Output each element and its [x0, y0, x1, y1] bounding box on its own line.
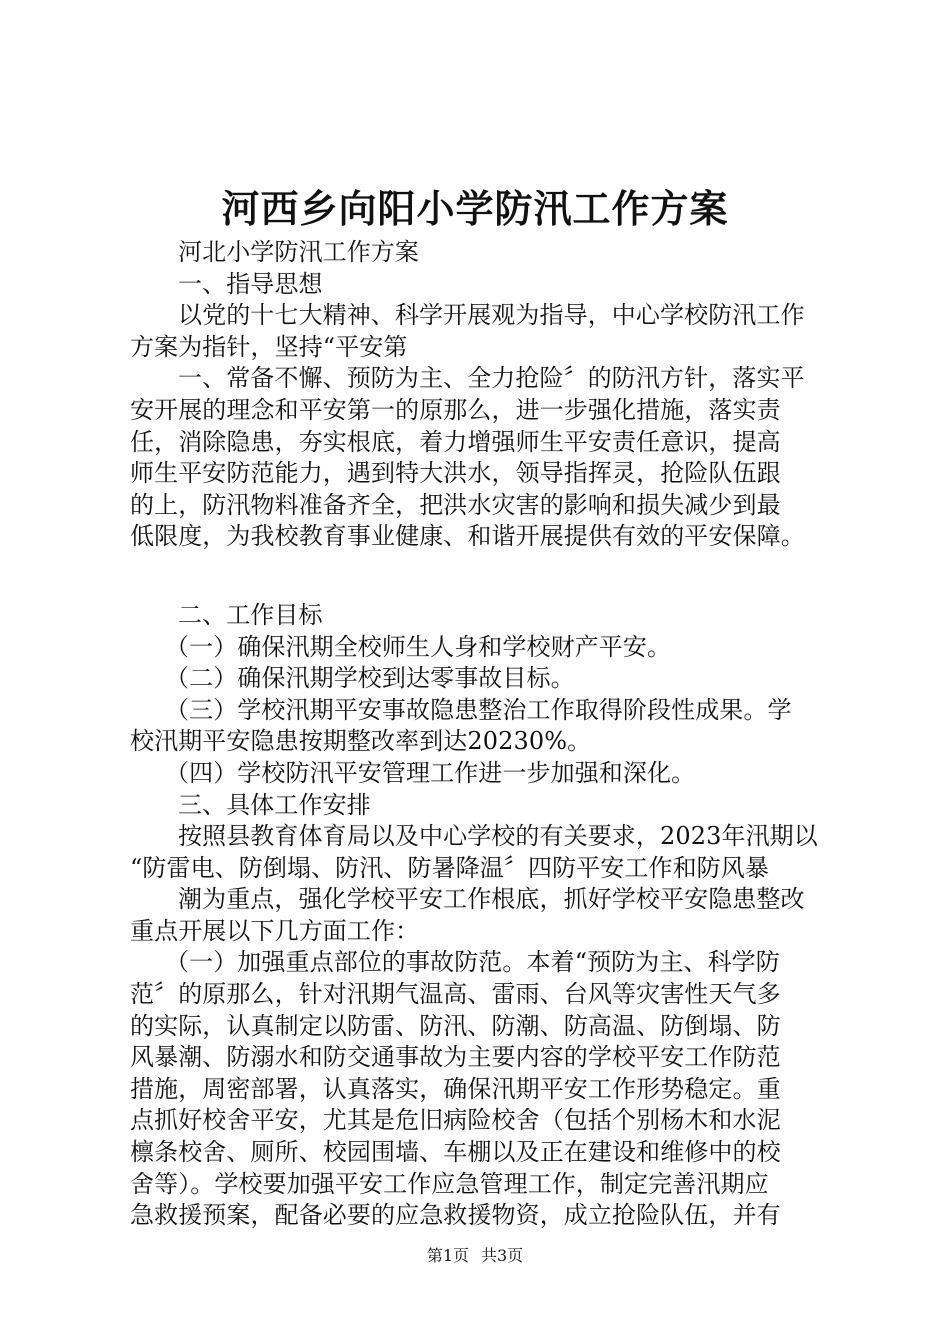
list-item: （一）确保汛期全校师生人身和学校财产平安。: [165, 632, 672, 661]
list-item-continued: 校汛期平安隐患按期整改率到达20230%。: [130, 727, 592, 756]
document-body: [130, 237, 830, 1232]
paragraph-gap: [130, 553, 830, 600]
paragraph-line: 以党的十七大精神、科学开展观为指导，中心学校防汛工作: [178, 301, 805, 330]
paragraph-line: 按照县教育体育局以及中心学校的有关要求，2023年汛期以: [178, 822, 818, 851]
paragraph-line: 措施，周密部署，认真落实，确保汛期平安工作形势稳定。重: [130, 1074, 781, 1103]
paragraph-line: “防雷电、防倒塌、防汛、防暑降温〞四防平安工作和防风暴: [130, 853, 769, 882]
list-item: （二）确保汛期学校到达零事故目标。: [165, 664, 575, 693]
paragraph-line: 低限度，为我校教育事业健康、和谐开展提供有效的平安保障。: [130, 522, 805, 551]
subtitle-line: 河北小学防汛工作方案: [178, 238, 419, 266]
list-item: （三）学校汛期平安事故隐患整治工作取得阶段性成果。学: [165, 695, 792, 724]
paragraph-line: 方案为指针，坚持“平安第: [130, 332, 408, 361]
paragraph-line: （一）加强重点部位的事故防范。本着“预防为主、科学防: [165, 948, 780, 977]
paragraph-line: 潮为重点，强化学校平安工作根底，抓好学校平安隐患整改: [178, 885, 805, 914]
paragraph-line: 师生平安防范能力，遇到特大洪水，领导指挥灵，抢险队伍跟: [130, 459, 781, 488]
paragraph-line: 急救援预案，配备必要的应急救援物资，成立抢险队伍，并有: [130, 1201, 781, 1230]
paragraph-line: 重点开展以下几方面工作：: [130, 916, 420, 945]
paragraph-line: 任，消除隐患，夯实根底，着力增强师生平安责任意识，提高: [130, 427, 781, 456]
paragraph-line: 风暴潮、防溺水和防交通事故为主要内容的学校平安工作防范: [130, 1043, 781, 1072]
paragraph-line: 檩条校舍、厕所、校园围墙、车棚以及正在建设和维修中的校: [130, 1138, 781, 1167]
document-title: 河西乡向阳小学防汛工作方案: [221, 186, 729, 231]
page-number: 第1页: [426, 1246, 469, 1265]
page-footer: [0, 1245, 950, 1267]
paragraph-line: 的实际，认真制定以防雷、防汛、防潮、防高温、防倒塌、防: [130, 1011, 781, 1040]
paragraph-line: 安开展的理念和平安第一的原那么，进一步强化措施，落实责: [130, 395, 781, 424]
section-heading: 三、具体工作安排: [178, 790, 371, 819]
list-item: （四）学校防汛平安管理工作进一步加强和深化。: [165, 758, 696, 787]
paragraph-line: 范〞的原那么，针对汛期气温高、雷雨、台风等灾害性天气多: [130, 980, 781, 1009]
paragraph-line: 舍等）。学校要加强平安工作应急管理工作，制定完善汛期应: [130, 1169, 769, 1198]
section-heading: 二、工作目标: [178, 600, 323, 629]
page-total: 共3页: [481, 1246, 524, 1265]
paragraph-line: 点抓好校舍平安，尤其是危旧病险校舍（包括个别杨木和水泥: [130, 1106, 781, 1135]
section-heading: 一、指导思想: [178, 269, 323, 298]
paragraph-line: 一、常备不懈、预防为主、全力抢险〞的防汛方针，落实平: [178, 364, 805, 393]
paragraph-line: 的上，防汛物料准备齐全，把洪水灾害的影响和损失减少到最: [130, 490, 781, 519]
